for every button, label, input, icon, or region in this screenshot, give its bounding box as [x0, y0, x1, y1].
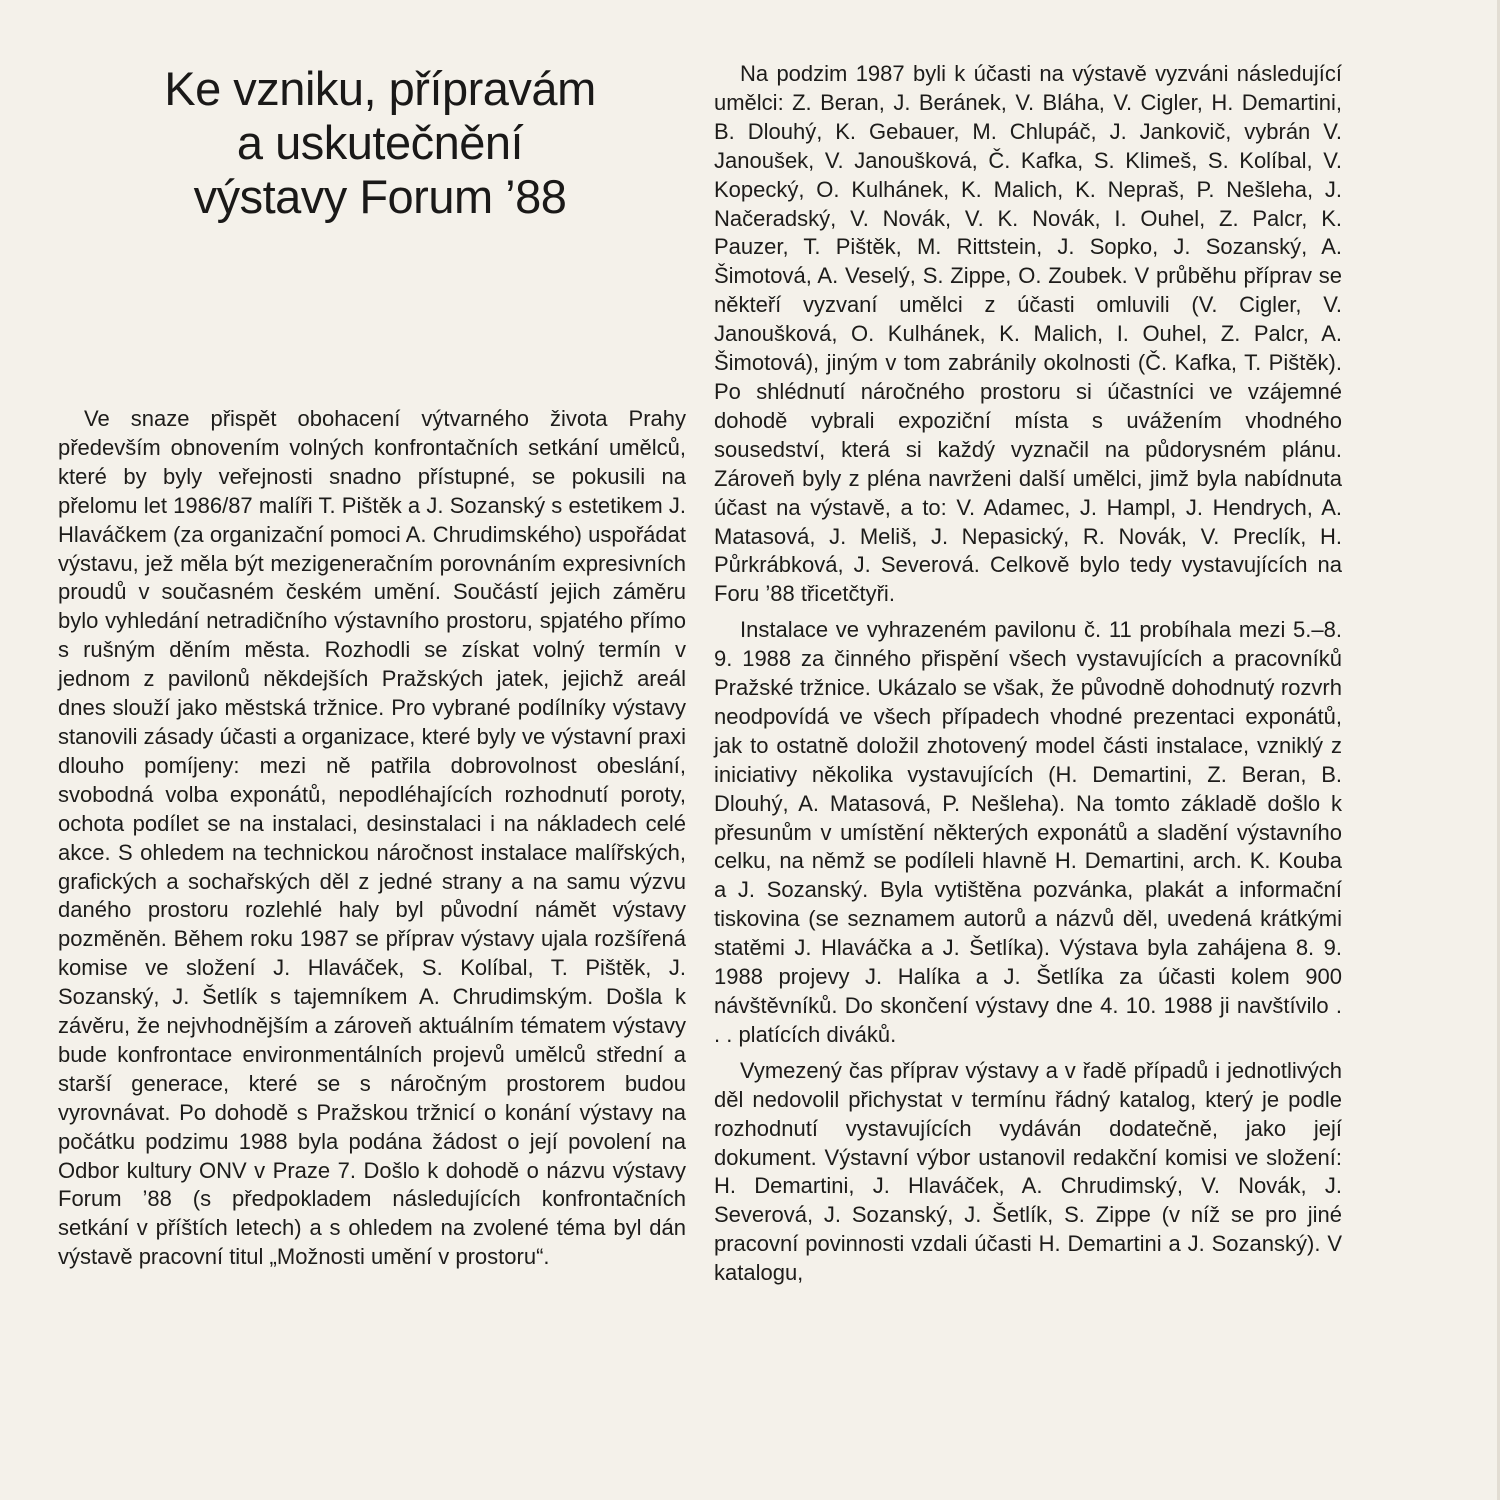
right-paragraph-1: Na podzim 1987 byli k účasti na výstavě vyzváni následující umělci: Z. Beran, J. Beránek, V. Bláha, V. Cigler, H. Demartini, B. Dlouhý, K. Gebauer, M. Chlupáč, J. Jankovič, vybrán V. Janoušek, V. Janoušková, Č. Kafka, S. Klimeš, S. Kolíbal, V. Kopecký, O. Kulhánek, K. Malich, K. Nepraš, P. Nešleha, J. Načeradský, V. Novák, V. K. Novák, I. Ouhel, Z. Palcr, K. Pauzer, T. Pištěk, M. Rittstein, J. Sopko, J. Sozanský, A. Šimotová, A. Veselý, S. Zippe, O. Zoubek. V průběhu příprav se někteří vyzvaní umělci z účasti omluvili (V. Cigler, V. Janoušková, O. Kulhánek, K. Malich, I. Ouhel, Z. Palcr, A. Šimotová), jiným v tom zabránily okolnosti (Č. Kafka, T. Pištěk). Po shlédnutí náročného prostoru si účastníci ve vzájemné dohodě vybrali expoziční místa s uvážením vhodného sousedství, která si každý vyznačil na půdorysném plánu. Zároveň byly z pléna navrženi další umělci, jimž byla nabídnuta účast na výstavě, a to: V. Adamec, J. Hampl, J. Hendrych, A. Matasová, J. Meliš, J. Nepasický, R. Novák, V. Preclík, H. Půrkrábková, J. Severová. Celkově bylo tedy vystavujících na Foru ’88 třicetčtyři.: [714, 61, 1342, 607]
title-line-2: a uskutečnění: [236, 116, 524, 169]
right-paragraph-3: Vymezený čas příprav výstavy a v řadě případů i jednotlivých děl nedovolil přichystat v termínu řádný katalog, který je podle rozhodnutí vystavujících vydáván dodatečně, jako její dokument. Výstavní výbor ustanovil redakční komisi ve složení: H. Demartini, J. Hlaváček, A. Chrudimský, V. Novák, J. Severová, J. Sozanský, J. Šetlík, S. Zippe (v níž se pro jiné pracovní povinnosti vzdali účasti H. Demartini a J. Sozanský). V katalogu,: [714, 1057, 1342, 1286]
left-paragraph-1: Ve snaze přispět obohacení výtvarného života Prahy především obnovením volných konfrontačních setkání umělců, které by byly veřejnosti snadno přístupné, se pokusili na přelomu let 1986/87 malíři T. Pištěk a J. Sozanský s estetikem J. Hlaváčkem (za organizační pomoci A. Chrudimského) uspořádat výstavu, jež měla být mezigeneračním porovnáním expresivních proudů v současném českém umění. Součástí jejich záměru bylo vyhledání netradičního výstavního prostoru, spjatého přímo s rušným děním města. Rozhodli se získat volný termín v jednom z pavilonů někdejších Pražských jatek, jejichž areál dnes slouží jako městská tržnice. Pro vybrané podílníky výstavy stanovili zásady účasti a organizace, které byly ve výstavní praxi dlouho pomíjeny: mezi ně patřila dobrovolnost obeslání, svobodná volba exponátů, nepodléhajících rozhodnutí poroty, ochota podílet se na instalaci, desinstalaci i na nákladech celé akce. S ohledem na technickou náročnost instalace malířských, grafických a sochařských děl z jedné strany a na samu výzvu daného prostoru rozlehlé haly byl původní námět výstavy pozměněn. Během roku 1987 se příprav výstavy ujala rozšířená komise ve složení J. Hlaváček, S. Kolíbal, T. Pištěk, J. Sozanský, J. Šetlík s tajemníkem A. Chrudimským. Došla k závěru, že nejvhodnějším a zároveň aktuálním tématem výstavy bude konfrontace environmentálních projevů umělců střední a starší generace, které se s náročným prostorem budou vyrovnávat. Po dohodě s Pražskou tržnicí o konání výstavy na počátku podzimu 1988 byla podána žádost o její povolení na Odbor kultury ONV v Praze 7. Došlo k dohodě o názvu výstavy Forum ’88 (s předpokladem následujících konfrontačních setkání v příštích letech) a s ohledem na zvolené téma byl dán výstavě pracovní titul „Možnosti umění v prostoru“.: [58, 406, 686, 1270]
title-line-3: výstavy Forum ’88: [193, 170, 567, 223]
right-paragraph-2: Instalace ve vyhrazeném pavilonu č. 11 probíhala mezi 5.–8. 9. 1988 za činného přispění všech vystavujících a pracovníků Pražské tržnice. Ukázalo se však, že původně dohodnutý rozvrh neodpovídá ve všech případech vhodné prezentaci exponátů, jak to ostatně doložil zhotovený model části instalace, vzniklý z iniciativy několika vystavujících (H. Demartini, Z. Beran, B. Dlouhý, A. Matasová, P. Nešleha). Na tomto základě došlo k přesunům v umístění některých exponátů a sladění výstavního celku, na němž se podíleli hlavně H. Demartini, arch. K. Kouba a J. Sozanský. Byla vytištěna pozvánka, plakát a informační tiskovina (se seznamem autorů a názvů děl, uvedená krátkými statěmi J. Hlaváčka a J. Šetlíka). Výstava byla zahájena 8. 9. 1988 projevy J. Halíka a J. Šetlíka za účasti kolem 900 návštěvníků. Do skončení výstavy dne 4. 10. 1988 ji navštívilo . . . platících diváků.: [714, 617, 1342, 1047]
right-text-column: [714, 60, 1342, 1295]
title-line-1: Ke vzniku, přípravám: [164, 62, 596, 115]
article-title: [120, 62, 640, 224]
left-text-column: [58, 405, 686, 1279]
